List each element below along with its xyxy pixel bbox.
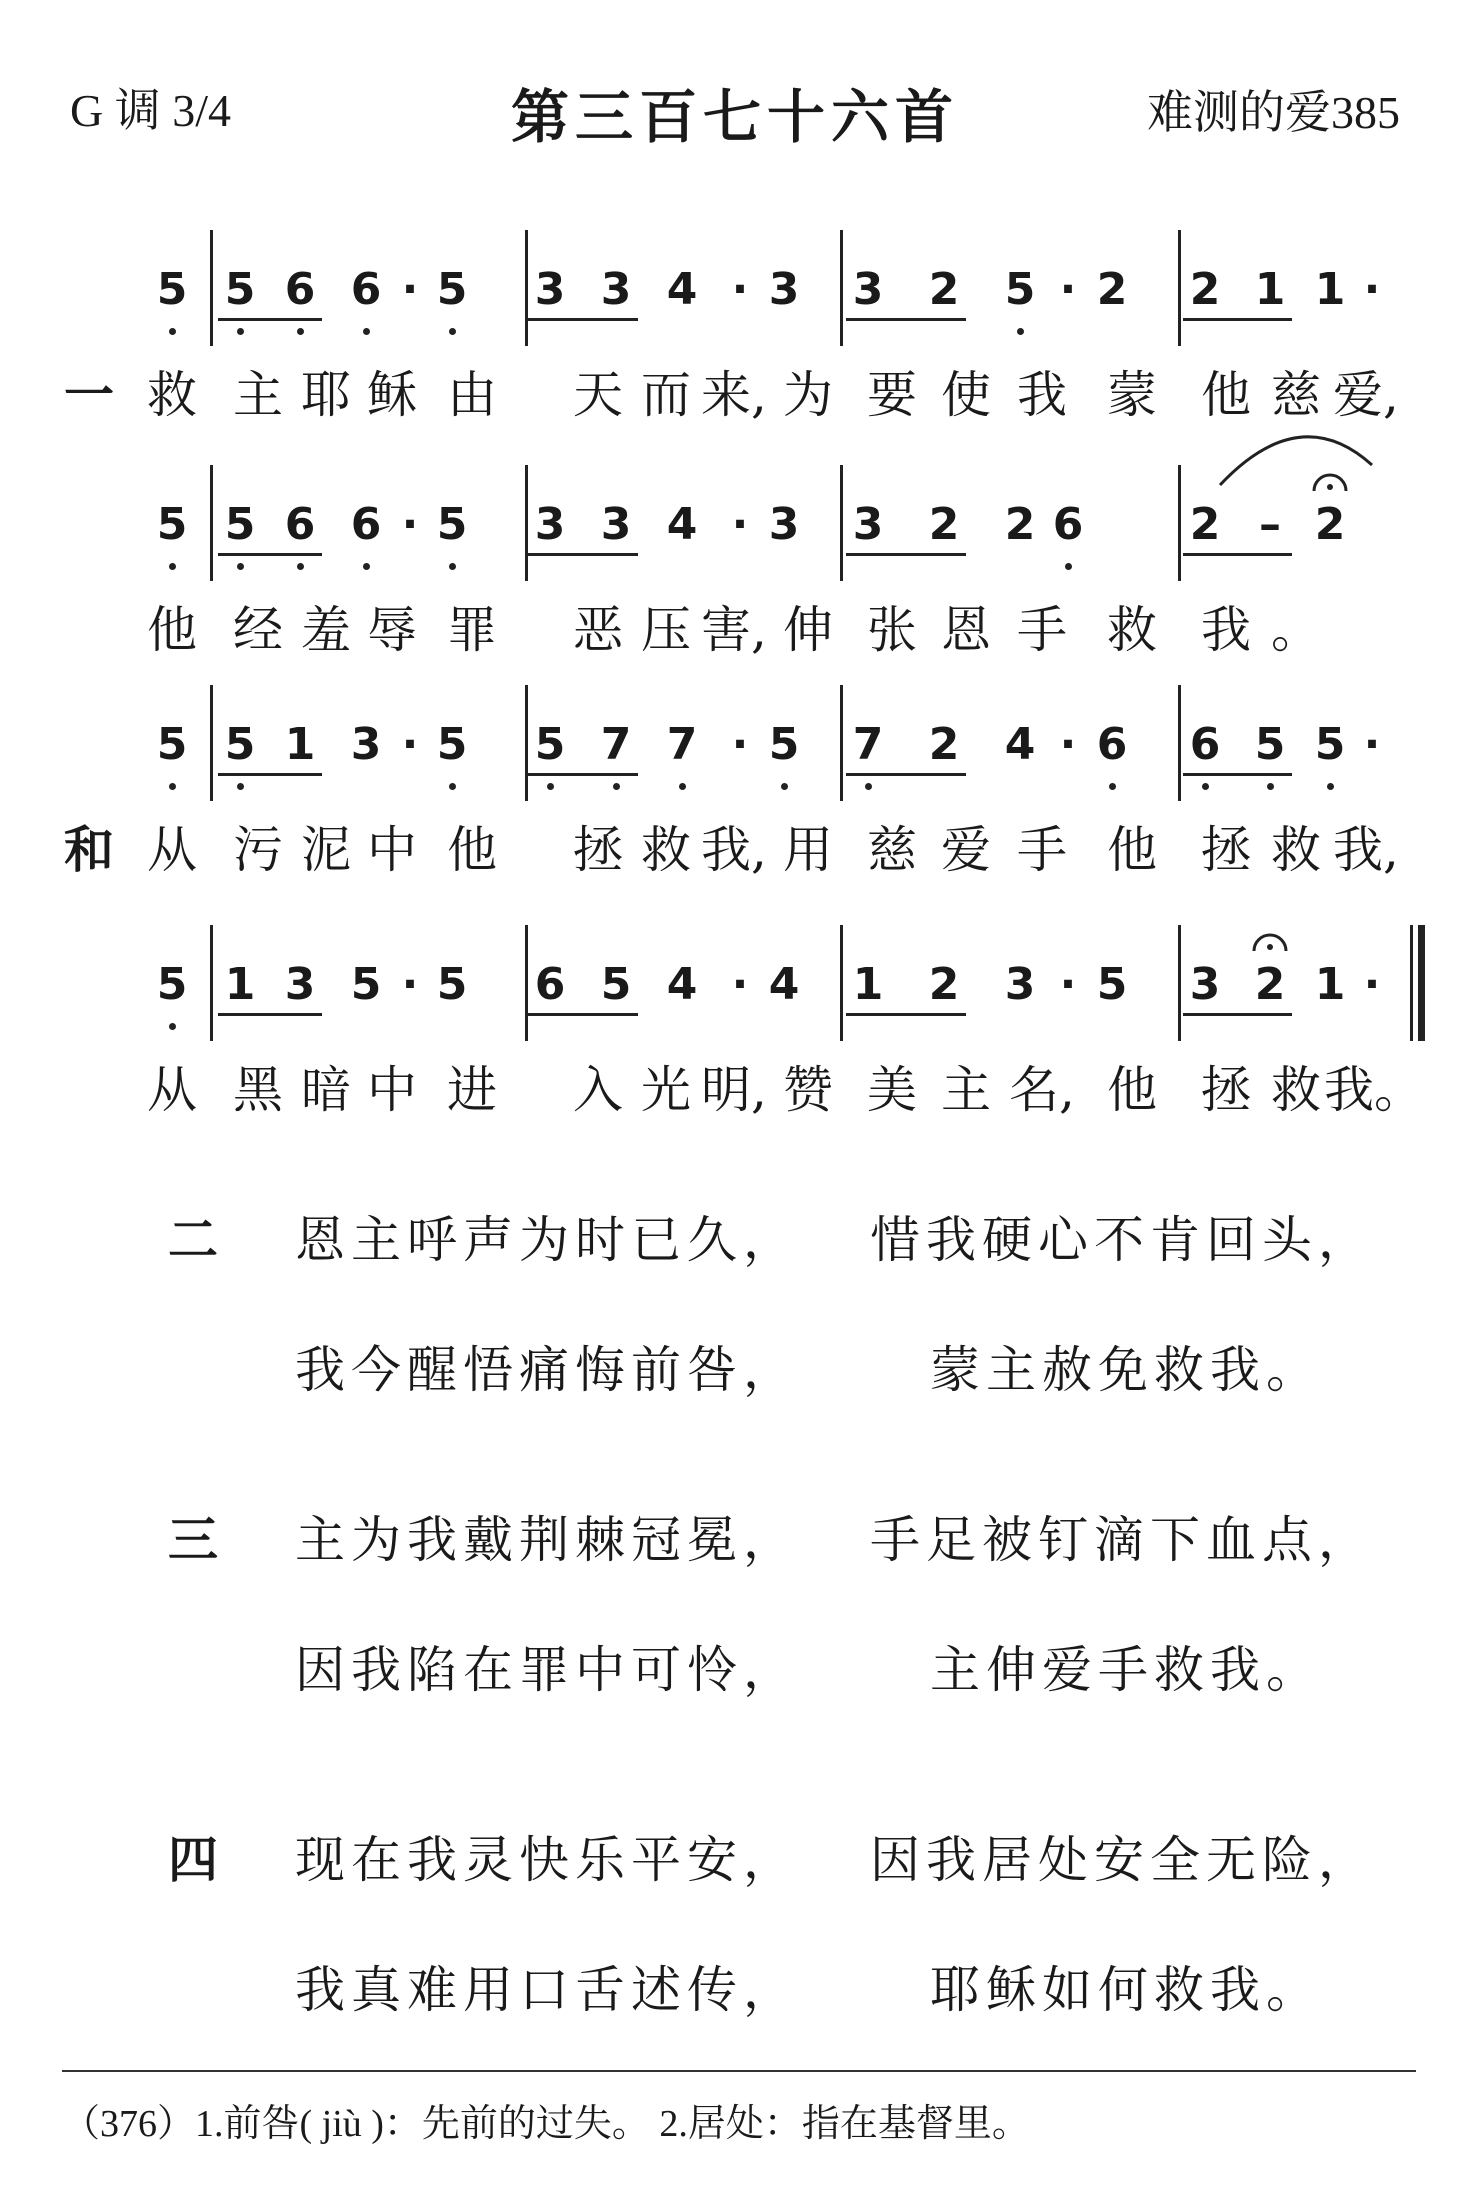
- note-digit: 5: [436, 719, 468, 770]
- lyric-syllable: 要: [867, 366, 917, 424]
- note-digit: 1: [224, 959, 256, 1010]
- augmentation-dot: ·: [401, 719, 419, 770]
- augmentation-dot: ·: [1059, 959, 1077, 1010]
- note-digit: 5: [436, 499, 468, 550]
- note-digit: 5: [534, 719, 566, 770]
- lyric-syllable: 来,: [701, 366, 767, 424]
- augmentation-dot: ·: [1363, 719, 1381, 770]
- note-digit: 6: [1052, 499, 1084, 550]
- note-digit: 5: [156, 499, 188, 550]
- verse-number: 四: [168, 1831, 218, 1889]
- lyric-syllable: 黑: [233, 1061, 283, 1119]
- note-digit: 5: [350, 959, 382, 1010]
- note-digit: 1: [1314, 959, 1346, 1010]
- note-digit: 3: [284, 959, 316, 1010]
- lyric-syllable: 救: [1107, 601, 1157, 659]
- lyric-syllable: 手: [1017, 601, 1067, 659]
- lyric-syllable: 使: [941, 366, 991, 424]
- note-digit: 5: [224, 264, 256, 315]
- lyric-syllable: 张: [867, 601, 917, 659]
- verse-line: 主伸爱手救我。: [930, 1641, 1322, 1699]
- augmentation-dot: ·: [1059, 264, 1077, 315]
- lyric-syllable: 经: [233, 601, 283, 659]
- augmentation-dot: ·: [1059, 719, 1077, 770]
- note-digit: 5: [600, 959, 632, 1010]
- lyric-syllable: 从: [147, 821, 197, 879]
- augmentation-dot: ·: [1363, 264, 1381, 315]
- note-digit: 5: [1254, 719, 1286, 770]
- lyric-syllable: 我: [1201, 601, 1251, 659]
- note-digit: 5: [224, 499, 256, 550]
- augmentation-dot: ·: [731, 499, 749, 550]
- augmentation-dot: ·: [731, 959, 749, 1010]
- note-digit: 4: [666, 959, 698, 1010]
- lyric-syllable: 为: [783, 366, 833, 424]
- note-digit: 5: [1314, 719, 1346, 770]
- note-digit: 3: [1004, 959, 1036, 1010]
- lyric-syllable: 中: [367, 1061, 417, 1119]
- note-digit: 1: [1254, 264, 1286, 315]
- note-digit: 2: [928, 959, 960, 1010]
- note-digit: 1: [1314, 264, 1346, 315]
- note-digit: 3: [350, 719, 382, 770]
- note-digit: 3: [534, 499, 566, 550]
- note-digit: 5: [436, 959, 468, 1010]
- lyric-syllable: 中: [367, 821, 417, 879]
- note-digit: 2: [1314, 499, 1346, 550]
- hymn-page-label: 难测的爱385: [1147, 87, 1400, 138]
- lyric-syllable: 慈: [867, 821, 917, 879]
- augmentation-dot: ·: [401, 499, 419, 550]
- note-digit: 5: [1004, 264, 1036, 315]
- verse-line: 因我陷在罪中可怜，: [295, 1641, 799, 1699]
- note-digit: 6: [1189, 719, 1221, 770]
- note-digit: 5: [436, 264, 468, 315]
- augmentation-dot: ·: [1363, 959, 1381, 1010]
- note-digit: 4: [768, 959, 800, 1010]
- note-digit: 1: [852, 959, 884, 1010]
- note-digit: 5: [224, 719, 256, 770]
- verse-label: 一: [64, 366, 114, 424]
- lyric-syllable: 罪: [447, 601, 497, 659]
- note-digit: 5: [768, 719, 800, 770]
- verse-line: 恩主呼声为时已久，: [295, 1211, 799, 1269]
- note-digit: 3: [852, 264, 884, 315]
- lyric-syllable: 进: [447, 1061, 497, 1119]
- note-digit: 3: [600, 264, 632, 315]
- verse-line: 手足被钉滴下血点，: [870, 1511, 1374, 1569]
- note-digit: 2: [1004, 499, 1036, 550]
- lyric-syllable: 蒙: [1107, 366, 1157, 424]
- lyric-syllable: 伸: [783, 601, 833, 659]
- augmentation-dot: ·: [731, 264, 749, 315]
- verse-line: 蒙主赦免救我。: [930, 1341, 1322, 1399]
- lyric-syllable: 压: [641, 601, 691, 659]
- augmentation-dot: ·: [401, 264, 419, 315]
- lyric-syllable: 救: [641, 821, 691, 879]
- note-digit: 2: [1189, 264, 1221, 315]
- lyric-syllable: 。: [1271, 601, 1321, 659]
- augmentation-dot: ·: [731, 719, 749, 770]
- footnote: （376）1.前咎( jiù )：先前的过失。 2.居处：指在基督里。: [62, 2103, 1030, 2145]
- note-digit: 3: [768, 499, 800, 550]
- note-digit: 3: [534, 264, 566, 315]
- note-digit: 6: [284, 499, 316, 550]
- hymn-title: 第三百七十六首: [510, 83, 959, 151]
- note-digit: 6: [350, 264, 382, 315]
- lyric-syllable: 救: [1271, 1061, 1321, 1119]
- note-digit: 4: [666, 499, 698, 550]
- lyric-syllable: 恩: [941, 601, 991, 659]
- verse-line: 耶稣如何救我。: [930, 1961, 1322, 2019]
- lyric-syllable: 拯: [1201, 821, 1251, 879]
- lyric-syllable: 而: [641, 366, 691, 424]
- lyric-syllable: 耶: [301, 366, 351, 424]
- note-digit: 6: [284, 264, 316, 315]
- verse-line: 现在我灵快乐平安，: [295, 1831, 799, 1889]
- lyric-syllable: 救: [1271, 821, 1321, 879]
- note-digit: 5: [156, 264, 188, 315]
- key-signature: G 调 3/4: [70, 85, 231, 136]
- note-digit: 2: [1189, 499, 1221, 550]
- note-digit: 3: [600, 499, 632, 550]
- note-digit: 1: [284, 719, 316, 770]
- dash-extension: –: [1259, 499, 1281, 550]
- note-digit: 2: [1254, 959, 1286, 1010]
- verse-number: 三: [168, 1511, 218, 1569]
- note-digit: 3: [852, 499, 884, 550]
- note-digit: 2: [928, 499, 960, 550]
- lyric-syllable: 救: [147, 366, 197, 424]
- lyric-syllable: 辱: [367, 601, 417, 659]
- note-digit: 5: [1096, 959, 1128, 1010]
- lyric-syllable: 赞: [783, 1061, 833, 1119]
- verse-line: 主为我戴荆棘冠冕，: [295, 1511, 799, 1569]
- note-digit: 6: [350, 499, 382, 550]
- lyric-syllable: 入: [573, 1061, 623, 1119]
- lyric-syllable: 羞: [301, 601, 351, 659]
- lyric-syllable: 污: [233, 821, 283, 879]
- lyric-syllable: 光: [641, 1061, 691, 1119]
- lyric-syllable: 爱: [941, 821, 991, 879]
- note-digit: 5: [156, 959, 188, 1010]
- lyric-syllable: 天: [573, 366, 623, 424]
- lyric-syllable: 主: [941, 1061, 991, 1119]
- lyric-syllable: 由: [447, 366, 497, 424]
- note-digit: 2: [1096, 264, 1128, 315]
- lyric-syllable: 美: [867, 1061, 917, 1119]
- lyric-syllable: 暗: [301, 1061, 351, 1119]
- lyric-syllable: 他: [1201, 366, 1251, 424]
- lyric-syllable: 我,: [701, 821, 767, 879]
- lyric-syllable: 他: [1107, 1061, 1157, 1119]
- lyric-syllable: 从: [147, 1061, 197, 1119]
- note-digit: 7: [852, 719, 884, 770]
- lyric-syllable: 主: [233, 366, 283, 424]
- lyric-syllable: 泥: [301, 821, 351, 879]
- verse-number: 二: [168, 1211, 218, 1269]
- lyric-syllable: 拯: [573, 821, 623, 879]
- lyric-syllable: 他: [1107, 821, 1157, 879]
- lyric-syllable: 明,: [701, 1061, 767, 1119]
- note-digit: 3: [768, 264, 800, 315]
- lyric-syllable: 慈: [1271, 366, 1321, 424]
- note-digit: 4: [666, 264, 698, 315]
- verse-line: 惜我硬心不肯回头，: [870, 1211, 1374, 1269]
- note-digit: 5: [156, 719, 188, 770]
- lyric-syllable: 名,: [1009, 1061, 1075, 1119]
- lyric-syllable: 他: [147, 601, 197, 659]
- verse-line: 我今醒悟痛悔前咎，: [295, 1341, 799, 1399]
- note-digit: 6: [1096, 719, 1128, 770]
- note-digit: 2: [928, 264, 960, 315]
- note-digit: 2: [928, 719, 960, 770]
- lyric-syllable: 用: [783, 821, 833, 879]
- note-digit: 3: [1189, 959, 1221, 1010]
- lyric-syllable: 爱,: [1333, 366, 1399, 424]
- lyric-syllable: 我: [1017, 366, 1067, 424]
- lyric-syllable: 稣: [367, 366, 417, 424]
- footnote-rule: [62, 2070, 1416, 2072]
- lyric-syllable: 拯: [1201, 1061, 1251, 1119]
- note-digit: 7: [600, 719, 632, 770]
- verse-line: 因我居处安全无险，: [870, 1831, 1374, 1889]
- verse-label: 和: [64, 821, 114, 879]
- augmentation-dot: ·: [401, 959, 419, 1010]
- lyric-syllable: 我。: [1324, 1061, 1424, 1119]
- lyric-syllable: 恶: [573, 601, 623, 659]
- lyric-syllable: 他: [447, 821, 497, 879]
- lyric-syllable: 我,: [1333, 821, 1399, 879]
- lyric-syllable: 害,: [701, 601, 767, 659]
- verse-line: 我真难用口舌述传，: [295, 1961, 799, 2019]
- note-digit: 7: [666, 719, 698, 770]
- lyric-syllable: 手: [1017, 821, 1067, 879]
- note-digit: 6: [534, 959, 566, 1010]
- note-digit: 4: [1004, 719, 1036, 770]
